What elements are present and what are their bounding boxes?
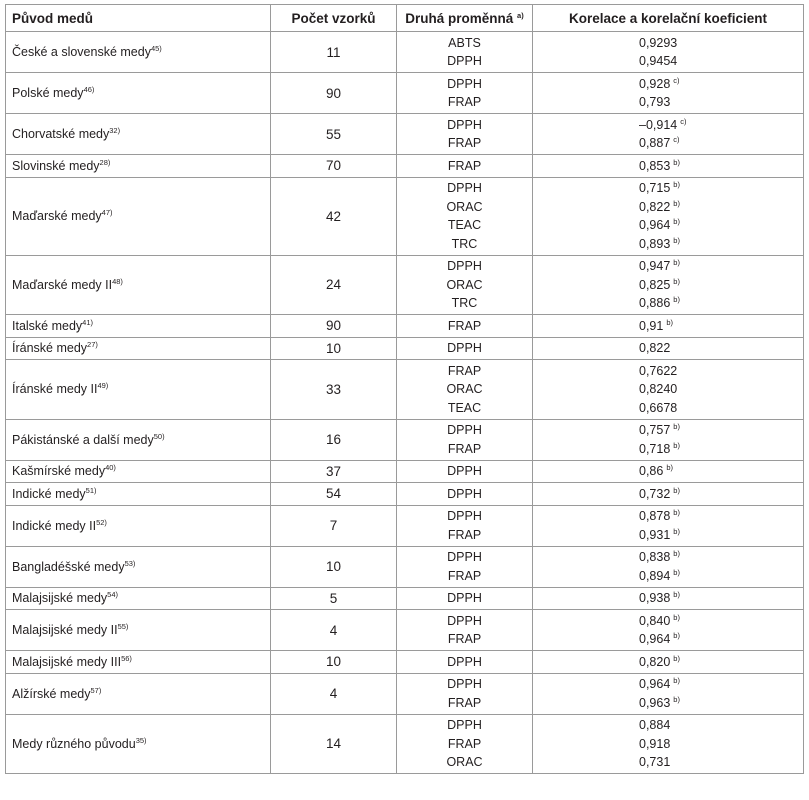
header-variable-note: a) (517, 10, 524, 20)
correlation-value: 0,964 (639, 218, 671, 232)
second-variable-cell (397, 315, 533, 338)
correlation-cell (533, 360, 804, 420)
correlation-line (533, 675, 803, 694)
table-row (6, 460, 804, 483)
honey-origin: Indické medy II (12, 518, 97, 533)
table-row (6, 587, 804, 610)
honey-origin: Malajsijské medy II (12, 623, 118, 637)
sample-count: 4 (271, 673, 397, 714)
correlation-value: 0,886 (639, 296, 671, 310)
second-variable: DPPH (447, 591, 482, 605)
significance-mark: b) (673, 440, 680, 450)
honey-correlation-table (5, 4, 804, 774)
table-row (6, 155, 804, 178)
second-variable: ORAC (446, 199, 483, 214)
second-variable: DPPH (447, 117, 482, 132)
header-count: Počet vzorků (271, 5, 397, 32)
second-variable-cell (397, 337, 533, 360)
second-variable-cell (397, 546, 533, 587)
reference-number: 51) (85, 485, 97, 495)
table-row (6, 651, 804, 674)
correlation-value: 0,894 (639, 568, 671, 583)
correlation-line (533, 399, 803, 418)
correlation-value: 0,964 (639, 632, 671, 646)
sample-count: 16 (271, 419, 397, 460)
correlation-value: 0,757 (639, 423, 671, 437)
honey-origin: Maďarské medy II (12, 277, 113, 292)
correlation-value: 0,963 (639, 695, 671, 710)
significance-mark: b) (673, 590, 680, 599)
header-variable (397, 5, 533, 32)
correlation-cell (533, 32, 804, 73)
correlation-value: 0,9293 (639, 35, 678, 50)
reference-number: 48) (112, 276, 123, 286)
honey-origin-cell (6, 315, 271, 338)
reference-number: 53) (124, 558, 136, 568)
correlation-line (533, 317, 803, 336)
correlation-value: 0,825 (639, 277, 671, 292)
second-variable: FRAP (447, 527, 482, 542)
second-variable: FRAP (447, 136, 482, 150)
correlation-value: 0,840 (639, 613, 671, 628)
second-variable: ORAC (446, 755, 483, 769)
correlation-cell (533, 587, 804, 610)
sample-count: 10 (271, 337, 397, 360)
correlation-line (533, 134, 803, 153)
correlation-line (533, 567, 803, 586)
significance-mark: c) (673, 75, 680, 85)
table-body (6, 32, 804, 774)
second-variable: DPPH (447, 718, 482, 732)
correlation-line (533, 462, 803, 481)
sample-count: 10 (271, 546, 397, 587)
reference-number: 54) (107, 590, 119, 600)
honey-origin: Malajsijské medy (12, 591, 108, 606)
honey-origin-cell (6, 32, 271, 73)
honey-origin: Slovinské medy (12, 158, 100, 173)
second-variable: FRAP (447, 632, 482, 646)
second-variable: TEAC (447, 218, 482, 232)
correlation-line (533, 630, 803, 649)
sample-count: 7 (271, 505, 397, 546)
reference-number: 27) (87, 340, 98, 350)
correlation-line (533, 589, 803, 608)
second-variable: FRAP (447, 736, 482, 751)
significance-mark: b) (673, 422, 680, 431)
significance-mark: b) (673, 526, 680, 536)
second-variable: ORAC (446, 382, 483, 396)
correlation-value: 0,938 (639, 591, 671, 605)
correlation-cell (533, 177, 804, 255)
correlation-line (533, 75, 803, 94)
table-row (6, 419, 804, 460)
second-variable-cell (397, 460, 533, 483)
honey-origin: Italské medy (12, 318, 83, 333)
sample-count: 90 (271, 315, 397, 338)
significance-mark: b) (673, 217, 680, 226)
significance-mark: b) (673, 653, 680, 663)
second-variable-cell (397, 714, 533, 774)
second-variable-cell (397, 73, 533, 114)
honey-origin-cell (6, 73, 271, 114)
correlation-value: 0,793 (639, 95, 671, 109)
honey-origin: Malajsijské medy III (12, 654, 122, 669)
significance-mark: b) (673, 567, 680, 577)
correlation-value: 0,838 (639, 550, 671, 564)
honey-origin-cell (6, 360, 271, 420)
significance-mark: b) (673, 676, 680, 685)
correlation-line (533, 485, 803, 504)
correlation-value: 0,6678 (639, 400, 678, 415)
sample-count: 54 (271, 483, 397, 506)
correlation-cell (533, 460, 804, 483)
header-variable-label: Druhá proměnná (405, 10, 514, 26)
significance-mark: b) (673, 276, 680, 286)
correlation-value: –0,914 (639, 117, 678, 132)
honey-origin-cell (6, 483, 271, 506)
second-variable: FRAP (447, 158, 482, 173)
second-variable: DPPH (447, 550, 482, 564)
second-variable: DPPH (447, 677, 482, 691)
sample-count: 90 (271, 73, 397, 114)
table-row (6, 315, 804, 338)
sample-count: 11 (271, 32, 397, 73)
honey-origin: Medy různého původu (12, 736, 136, 751)
significance-mark: c) (673, 135, 680, 144)
correlation-cell (533, 255, 804, 315)
significance-mark: c) (680, 116, 687, 126)
correlation-value: 0,928 (639, 76, 671, 91)
sample-count: 14 (271, 714, 397, 774)
correlation-cell (533, 714, 804, 774)
second-variable: DPPH (447, 509, 482, 523)
correlation-line (533, 93, 803, 112)
correlation-line (533, 421, 803, 440)
table-row (6, 177, 804, 255)
header-row (6, 5, 804, 32)
header-origin: Původ medů (6, 5, 271, 32)
correlation-cell (533, 483, 804, 506)
sample-count: 37 (271, 460, 397, 483)
second-variable: TRC (451, 296, 478, 310)
correlation-value: 0,7622 (639, 363, 678, 378)
second-variable: FRAP (447, 568, 482, 583)
correlation-line (533, 116, 803, 135)
sample-count: 5 (271, 587, 397, 610)
correlation-line (533, 257, 803, 276)
correlation-value: 0,918 (639, 736, 671, 751)
reference-number: 56) (121, 653, 132, 663)
correlation-line (533, 235, 803, 254)
second-variable: DPPH (447, 181, 482, 195)
table-row (6, 360, 804, 420)
correlation-line (533, 548, 803, 567)
second-variable: FRAP (447, 95, 482, 109)
reference-number: 57) (90, 685, 102, 695)
correlation-value: 0,822 (639, 341, 671, 355)
second-variable-cell (397, 32, 533, 73)
significance-mark: b) (673, 235, 680, 245)
correlation-cell (533, 651, 804, 674)
significance-mark: b) (673, 631, 680, 640)
sample-count: 55 (271, 114, 397, 155)
correlation-line (533, 294, 803, 313)
correlation-line (533, 216, 803, 235)
correlation-value: 0,715 (639, 181, 671, 195)
honey-origin-cell (6, 114, 271, 155)
header-correlation: Korelace a korelační koeficient (533, 5, 804, 32)
second-variable: DPPH (447, 54, 482, 68)
honey-origin: Íránské medy II (12, 382, 98, 397)
second-variable: ORAC (446, 277, 483, 292)
correlation-line (533, 362, 803, 381)
second-variable-cell (397, 114, 533, 155)
honey-origin: Kašmírské medy (12, 464, 106, 479)
reference-number: 32) (109, 126, 121, 135)
significance-mark: b) (673, 485, 680, 495)
correlation-cell (533, 337, 804, 360)
correlation-value: 0,893 (639, 236, 671, 251)
correlation-value: 0,731 (639, 755, 671, 769)
honey-origin: Indické medy (12, 486, 86, 501)
reference-number: 55) (117, 622, 129, 631)
correlation-line (533, 526, 803, 545)
reference-number: 28) (99, 157, 111, 167)
table-row (6, 505, 804, 546)
significance-mark: b) (673, 198, 680, 208)
correlation-value: 0,853 (639, 158, 671, 173)
correlation-cell (533, 505, 804, 546)
second-variable-cell (397, 155, 533, 178)
second-variable-cell (397, 505, 533, 546)
correlation-cell (533, 155, 804, 178)
table-row (6, 114, 804, 155)
correlation-value: 0,964 (639, 677, 671, 691)
significance-mark: b) (673, 180, 680, 189)
significance-mark: b) (673, 258, 680, 267)
honey-origin: Bangladéšské medy (12, 559, 125, 574)
honey-origin-cell (6, 546, 271, 587)
correlation-cell (533, 673, 804, 714)
correlation-line (533, 157, 803, 176)
correlation-value: 0,820 (639, 654, 671, 669)
second-variable: FRAP (447, 363, 482, 378)
correlation-value: 0,884 (639, 718, 671, 732)
reference-number: 35) (135, 735, 147, 745)
correlation-value: 0,947 (639, 259, 671, 273)
honey-origin: Pákistánské a další medy (12, 432, 154, 447)
correlation-line (533, 339, 803, 358)
correlation-cell (533, 114, 804, 155)
second-variable: FRAP (447, 441, 482, 456)
table-row (6, 73, 804, 114)
honey-origin-cell (6, 673, 271, 714)
table-row (6, 337, 804, 360)
correlation-cell (533, 315, 804, 338)
honey-origin-cell (6, 337, 271, 360)
second-variable: DPPH (447, 76, 482, 91)
correlation-line (533, 179, 803, 198)
correlation-value: 0,9454 (639, 54, 678, 68)
honey-origin: Maďarské medy (12, 209, 102, 223)
correlation-cell (533, 73, 804, 114)
correlation-line (533, 276, 803, 295)
honey-origin: Polské medy (12, 86, 84, 100)
honey-origin-cell (6, 155, 271, 178)
second-variable: FRAP (447, 695, 482, 710)
second-variable: FRAP (447, 318, 482, 333)
reference-number: 40) (105, 463, 116, 473)
reference-number: 50) (153, 431, 165, 441)
correlation-line (533, 440, 803, 459)
reference-number: 49) (97, 381, 109, 391)
second-variable-cell (397, 419, 533, 460)
significance-mark: b) (673, 612, 680, 622)
second-variable-cell (397, 673, 533, 714)
correlation-line (533, 735, 803, 754)
sample-count: 70 (271, 155, 397, 178)
correlation-value: 0,887 (639, 136, 671, 150)
correlation-cell (533, 419, 804, 460)
significance-mark: b) (673, 157, 680, 167)
second-variable: TRC (451, 236, 478, 251)
significance-mark: b) (666, 463, 674, 472)
correlation-value: 0,878 (639, 509, 671, 523)
honey-origin-cell (6, 255, 271, 315)
second-variable: DPPH (447, 423, 482, 437)
significance-mark: b) (673, 694, 680, 704)
second-variable: DPPH (447, 613, 482, 628)
significance-mark: b) (673, 549, 680, 558)
correlation-line (533, 694, 803, 713)
second-variable-cell (397, 483, 533, 506)
correlation-line (533, 716, 803, 735)
table-row (6, 546, 804, 587)
second-variable: DPPH (447, 341, 482, 355)
correlation-value: 0,732 (639, 486, 671, 501)
table-row (6, 673, 804, 714)
sample-count: 4 (271, 610, 397, 651)
sample-count: 10 (271, 651, 397, 674)
second-variable: DPPH (447, 486, 482, 501)
table-row (6, 32, 804, 73)
table-row (6, 483, 804, 506)
honey-origin-cell (6, 587, 271, 610)
table-row (6, 610, 804, 651)
second-variable-cell (397, 651, 533, 674)
honey-origin-cell (6, 714, 271, 774)
sample-count: 33 (271, 360, 397, 420)
sample-count: 42 (271, 177, 397, 255)
correlation-line (533, 507, 803, 526)
correlation-line (533, 653, 803, 672)
honey-origin-cell (6, 610, 271, 651)
correlation-line (533, 52, 803, 71)
second-variable: ABTS (448, 35, 481, 50)
second-variable: DPPH (447, 259, 482, 273)
second-variable: DPPH (447, 654, 482, 669)
correlation-line (533, 612, 803, 631)
honey-origin: Íránské medy (12, 341, 88, 356)
reference-number: 52) (96, 517, 107, 527)
second-variable: DPPH (447, 464, 482, 478)
correlation-value: 0,822 (639, 199, 671, 214)
honey-origin: Alžírské medy (12, 686, 91, 701)
correlation-value: 0,91 (639, 318, 664, 333)
second-variable-cell (397, 177, 533, 255)
significance-mark: b) (673, 508, 680, 517)
honey-origin-cell (6, 651, 271, 674)
second-variable-cell (397, 255, 533, 315)
second-variable-cell (397, 587, 533, 610)
correlation-value: 0,718 (639, 441, 671, 456)
table-row (6, 714, 804, 774)
correlation-line (533, 380, 803, 399)
correlation-line (533, 198, 803, 217)
correlation-value: 0,86 (639, 464, 664, 478)
honey-origin-cell (6, 177, 271, 255)
reference-number: 45) (150, 44, 162, 53)
second-variable-cell (397, 610, 533, 651)
honey-origin-cell (6, 460, 271, 483)
honey-origin-cell (6, 505, 271, 546)
second-variable: TEAC (447, 400, 482, 415)
correlation-value: 0,931 (639, 527, 671, 542)
significance-mark: b) (666, 317, 674, 327)
correlation-line (533, 34, 803, 53)
correlation-cell (533, 546, 804, 587)
correlation-cell (533, 610, 804, 651)
sample-count: 24 (271, 255, 397, 315)
honey-origin: Chorvatské medy (12, 127, 110, 141)
reference-number: 47) (101, 208, 113, 217)
correlation-value: 0,8240 (639, 382, 678, 396)
reference-number: 46) (83, 85, 95, 94)
second-variable-cell (397, 360, 533, 420)
honey-origin-cell (6, 419, 271, 460)
reference-number: 41) (82, 317, 94, 327)
significance-mark: b) (673, 295, 680, 304)
honey-origin: České a slovenské medy (12, 45, 151, 59)
correlation-line (533, 753, 803, 772)
table-row (6, 255, 804, 315)
